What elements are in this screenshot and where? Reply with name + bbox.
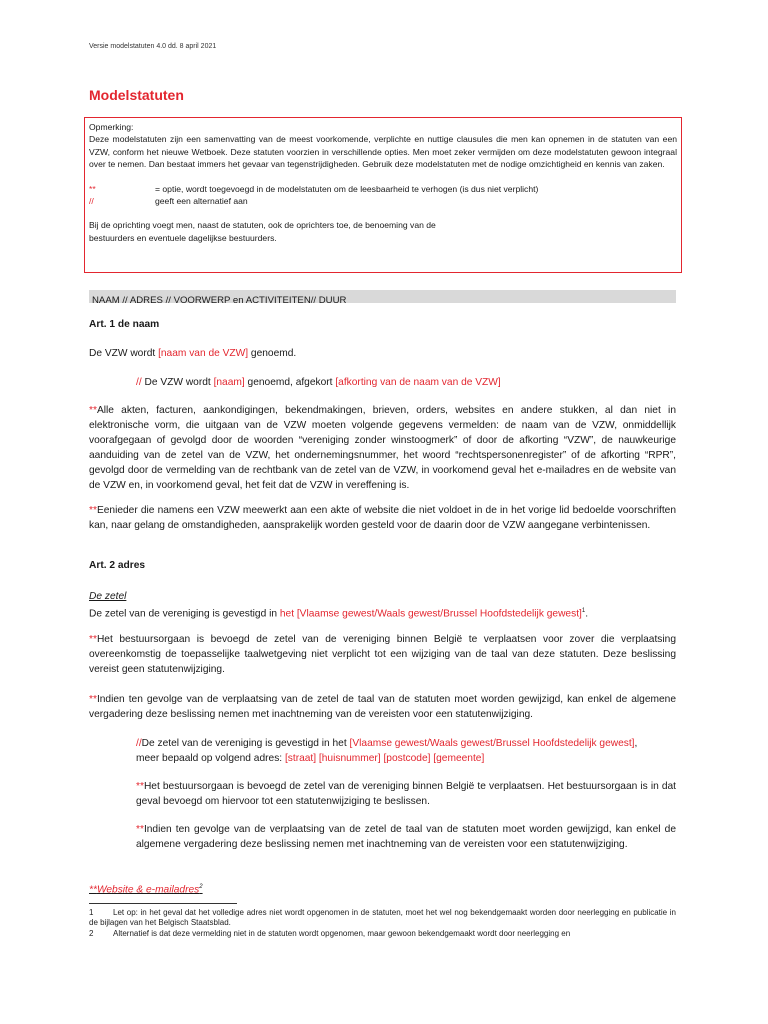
paragraph-text: Alle akten, facturen, aankondigingen, bekendmakingen, brieven, orders, websites en andere stukken, al dan niet in elektronische vorm, die uitgaan van de VZW moeten volgende gegevens vermelden: de naam van de VZW, onmiddellijk voorafgegaan of gevolgd door de woorden “vereniging zonder winstoogmerk” of door de afkorting “VZW”, de nauwkeurige aanduiding van de zetel van de VZW, het ondernemingsnummer, het woord “rechtspersonenregister” of de afkorting “RPR”, gevolgd door de vermelding van de rechtbank van de zetel van de VZW, in voorkomend geval het e-mailadres en de website van de VZW en, in voorkomend geval, het feit dat de VZW in vereffening is.: [89, 405, 676, 491]
section-band-label: NAAM // ADRES // VOORWERP en ACTIVITEITEN// DUUR: [92, 295, 347, 306]
art2-paragraph: [89, 632, 676, 677]
art2-zetel-clause: [89, 604, 588, 621]
placeholder: [Vlaamse gewest/Waals gewest/Brussel Hoofdstedelijk gewest]: [349, 738, 635, 749]
option-marker: **: [89, 405, 97, 416]
legend-symbol: **: [89, 183, 96, 194]
option-marker: **: [89, 884, 97, 896]
article-heading: Art. 1 de naam: [89, 319, 160, 330]
footnote: [89, 929, 676, 939]
option-marker: **: [136, 781, 144, 792]
document-title: Modelstatuten: [89, 87, 184, 103]
art2-paragraph: [89, 692, 676, 722]
paragraph-text: Eenieder die namens een VZW meewerkt aan een akte of website die niet voldoet in de in het vorige lid bedoelde voorschriften kan, naar gelang de omstandigheden, aansprakelijk worden gesteld voor de daarin door de VZW aangegane verbintenissen.: [89, 505, 676, 531]
legend-row-option: [89, 183, 677, 195]
text-span: De VZW wordt: [144, 377, 214, 388]
text-span: De VZW wordt: [89, 348, 159, 359]
art2-alternative-clause: [136, 736, 676, 766]
legend-text: = optie, wordt toegevoegd in de modelstatuten om de leesbaarheid te verhogen (is dus niet verplicht): [155, 183, 539, 194]
placeholder: [afkorting van de naam van de VZW]: [335, 377, 501, 388]
legend-symbol: //: [89, 196, 94, 207]
art1-paragraph: [89, 503, 676, 533]
placeholder: [straat] [huisnummer] [postcode] [gemeente]: [284, 753, 485, 764]
note-footer: Bij de oprichting voegt men, naast de statuten, ook de oprichters toe, de benoeming van de: [89, 220, 436, 231]
subheading-text: Website & e-mailadres: [96, 884, 200, 896]
paragraph-text: Het bestuursorgaan is bevoegd de zetel van de vereniging binnen België te verplaatsen voor zover die verplaatsing overeenkomstig de toepasselijke taalwetgeving niet verplicht tot een wijziging van de taal van deze statuten. Deze beslissing vereist geen statutenwijziging.: [89, 634, 676, 675]
text-span: genoemd, afgekort: [244, 377, 336, 388]
version-header: Versie modelstatuten 4.0 dd. 8 april 2021: [89, 43, 217, 50]
text-span: ,: [634, 738, 638, 749]
legend-row-alternative: [89, 195, 677, 207]
footnote: [89, 908, 676, 928]
placeholder: het [Vlaamse gewest/Waals gewest/Brussel Hoofdstedelijk gewest]: [279, 608, 582, 620]
option-marker: **: [89, 694, 97, 705]
alt-marker: //: [136, 738, 142, 749]
website-email-subheading: [89, 880, 203, 897]
placeholder: [naam]: [213, 377, 245, 388]
article-heading: Art. 2 adres: [89, 560, 146, 571]
legend-text: geeft een alternatief aan: [155, 196, 248, 207]
paragraph-text: Het bestuursorgaan is bevoegd de zetel van de vereniging binnen België te verplaatsen. Het bestuursorgaan is in dat geval bevoegd om hiervoor tot een statutenwijziging te beslissen.: [136, 781, 676, 807]
section-band: [89, 290, 676, 306]
text-span: De zetel van de vereniging is gevestigd in het: [141, 738, 350, 749]
footnote-number: 2: [89, 929, 94, 938]
art1-alternative-clause: [136, 375, 501, 390]
note-body: Deze modelstatuten zijn een samenvatting van de meest voorkomende, verplichte en nuttige clausules die men kan opnemen in de statuten van een VZW, conform het nieuwe Wetboek. Deze statuten voorzien in verschillende opties. Men moet zeker vermijden om deze modelstatuten gewoon integraal over te nemen. Dan bestaat immers het gevaar van tegenstrijdigheden. Gebruik deze modelstatuten met de nodige omzichtigheid en kennis van zaken.: [89, 134, 677, 170]
footnote-text: Alternatief is dat deze vermelding niet in de statuten wordt opgenomen, maar gewoon bekendgemaakt wordt door neerlegging en: [113, 929, 571, 938]
note-heading: Opmerking:: [89, 122, 134, 132]
text-span: De zetel van de vereniging is gevestigd in: [89, 608, 280, 620]
text-span: .: [585, 608, 589, 620]
note-footer: bestuurders en eventuele dagelijkse bestuurders.: [89, 232, 277, 243]
footnote-separator: [89, 903, 237, 904]
footnote-number: 1: [89, 908, 94, 917]
art2-alt-paragraph: [136, 779, 676, 809]
art2-alt-paragraph: [136, 822, 676, 852]
option-marker: **: [89, 634, 97, 645]
note-box: [84, 117, 682, 273]
footnote-text: Let op: in het geval dat het volledige adres niet wordt opgenomen in de statuten, moet het wel nog bekendgemaakt worden door neerlegging en publicatie in de bijlagen van het Belgisch Staatsblad.: [89, 908, 676, 927]
option-marker: **: [136, 824, 144, 835]
placeholder: [naam van de VZW]: [158, 348, 249, 359]
text-span: genoemd.: [248, 348, 297, 359]
option-marker: **: [89, 505, 97, 516]
subheading: De zetel: [89, 591, 127, 602]
footnote-ref[interactable]: 2: [199, 884, 203, 890]
paragraph-text: Indien ten gevolge van de verplaatsing van de zetel de taal van de statuten moet worden gewijzigd, kan enkel de algemene vergadering deze beslissing nemen met inachtneming van de vereisten voor een statutenwijziging.: [136, 824, 676, 850]
footnote-ref[interactable]: 1: [581, 608, 586, 614]
art1-name-clause: [89, 346, 296, 361]
alt-marker: //: [136, 377, 145, 388]
art1-paragraph: [89, 403, 676, 493]
text-span: meer bepaald op volgend adres:: [136, 753, 285, 764]
paragraph-text: Indien ten gevolge van de verplaatsing van de zetel de taal van de statuten moet worden gewijzigd, kan enkel de algemene vergadering deze beslissing nemen met inachtneming van de vereisten voor een statutenwijziging.: [89, 694, 676, 720]
